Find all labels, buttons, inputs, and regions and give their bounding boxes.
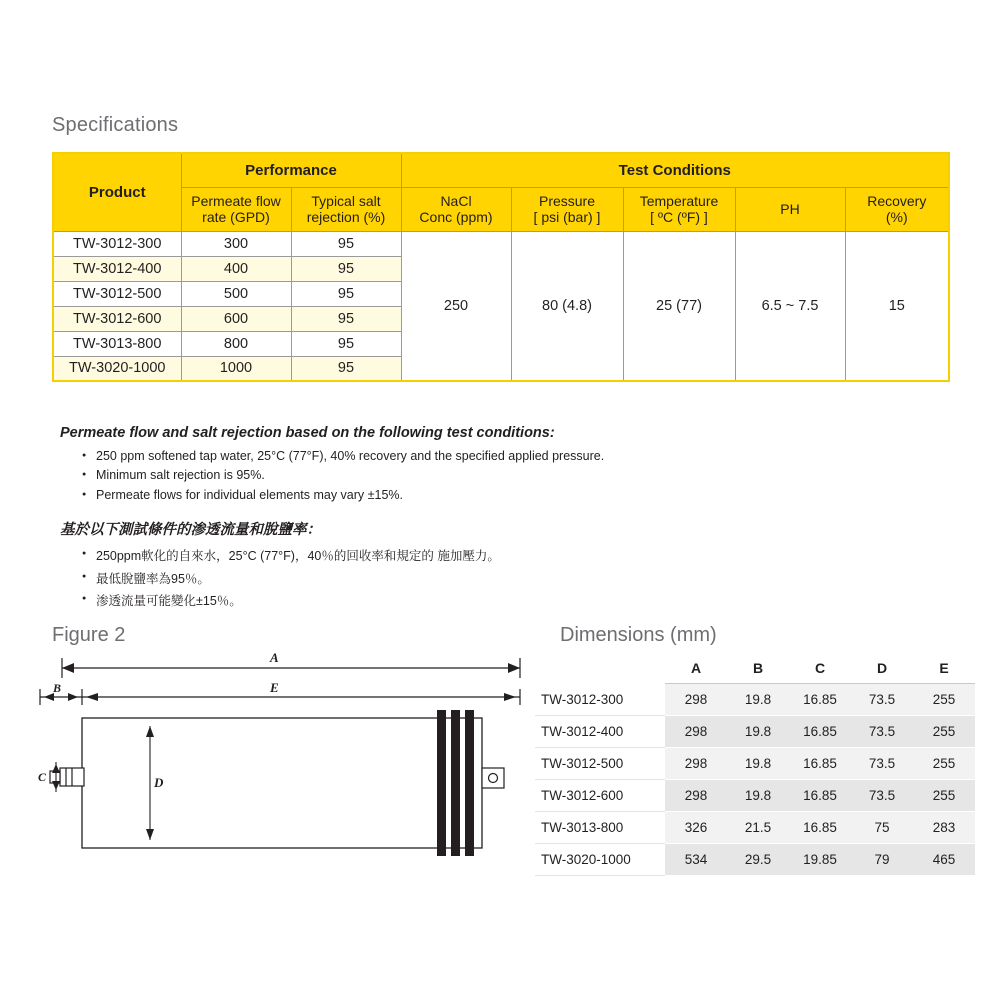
arrow-a-left	[62, 663, 74, 673]
notes-english	[60, 425, 760, 505]
dimensions-value-d: 75	[851, 812, 913, 844]
specifications-heading: Specifications	[52, 114, 179, 136]
spec-salt-rejection: 95	[291, 281, 401, 306]
spec-header-temperature-line2: [ ºC (ºF) ]	[650, 209, 708, 225]
figure-label-e: E	[270, 680, 279, 695]
table-row	[535, 684, 975, 716]
spec-product-name: TW-3013-800	[53, 331, 181, 356]
specifications-table-container	[52, 152, 948, 382]
spec-header-ph: PH	[735, 187, 845, 231]
dimensions-header-row	[535, 652, 975, 684]
dimensions-value-a: 298	[665, 780, 727, 812]
dimensions-value-b: 29.5	[727, 844, 789, 876]
dimensions-value-d: 73.5	[851, 684, 913, 716]
dimensions-product-name: TW-3012-400	[535, 716, 665, 748]
notes-chinese-title: 基於以下測試條件的渗透流量和脫鹽率：	[60, 522, 321, 538]
membrane-diagram	[20, 640, 540, 880]
o-ring-2	[451, 710, 460, 856]
dimensions-product-name: TW-3013-800	[535, 812, 665, 844]
dimensions-value-c: 16.85	[789, 748, 851, 780]
arrow-e-left	[86, 693, 98, 701]
dimensions-table-container	[535, 652, 975, 876]
dimensions-value-b: 19.8	[727, 684, 789, 716]
spec-header-salt-rejection-line1: Typical salt	[311, 192, 381, 209]
spec-product-name: TW-3012-600	[53, 306, 181, 331]
figure-label-d: D	[154, 775, 164, 790]
arrow-a-right	[508, 663, 520, 673]
list-item: ● 渗透流量可能變化±15％。	[82, 590, 760, 613]
dimensions-value-a: 534	[665, 844, 727, 876]
notes-chinese-list	[82, 545, 760, 613]
dimensions-value-c: 16.85	[789, 684, 851, 716]
spec-nacl-value: 250	[401, 231, 511, 381]
dimensions-value-b: 21.5	[727, 812, 789, 844]
spec-header-test-conditions: Test Conditions	[401, 153, 949, 187]
dimensions-heading: Dimensions (mm)	[560, 624, 717, 646]
notes-chinese	[60, 518, 760, 613]
dimensions-value-e: 465	[913, 844, 975, 876]
spec-pressure-value: 80 (4.8)	[511, 231, 623, 381]
dimensions-value-a: 298	[665, 748, 727, 780]
dimensions-header-e: E	[913, 652, 975, 684]
dimensions-value-b: 19.8	[727, 716, 789, 748]
dimensions-product-name: TW-3012-300	[535, 684, 665, 716]
dimensions-value-c: 16.85	[789, 716, 851, 748]
dimensions-value-d: 73.5	[851, 780, 913, 812]
spec-header-pressure-line1: Pressure	[538, 192, 596, 209]
spec-header-temperature	[623, 187, 735, 231]
spec-header-nacl-line1: NaCl	[440, 192, 472, 209]
dimensions-header-a: A	[665, 652, 727, 684]
spec-permeate-flow: 400	[181, 256, 291, 281]
dimensions-value-a: 298	[665, 684, 727, 716]
figure-label-a: A	[270, 650, 279, 665]
dimension-line-e	[82, 689, 520, 705]
spec-temperature-value: 25 (77)	[623, 231, 735, 381]
dimensions-header-b: B	[727, 652, 789, 684]
table-row	[535, 844, 975, 876]
dimension-line-a	[62, 658, 520, 678]
membrane-right-hole	[489, 774, 498, 783]
spec-header-pressure-line2: [ psi (bar) ]	[533, 209, 601, 225]
dimensions-header-blank	[535, 652, 665, 684]
spec-permeate-flow: 500	[181, 281, 291, 306]
spec-header-recovery-line1: Recovery	[867, 192, 927, 209]
table-row	[535, 780, 975, 812]
spec-permeate-flow: 1000	[181, 356, 291, 381]
dimensions-value-e: 255	[913, 684, 975, 716]
spec-permeate-flow: 300	[181, 231, 291, 256]
spec-salt-rejection: 95	[291, 256, 401, 281]
dimensions-table	[535, 652, 975, 876]
o-ring-3	[465, 710, 474, 856]
spec-salt-rejection: 95	[291, 356, 401, 381]
arrow-c-bottom	[52, 781, 60, 790]
dimensions-header-c: C	[789, 652, 851, 684]
spec-header-permeate-flow-line1: Permeate flow	[191, 192, 281, 209]
dimensions-value-b: 19.8	[727, 780, 789, 812]
notes-english-list	[82, 447, 760, 505]
list-item: ● 250ppm軟化的自來水，25°C (77°F)，40％的回收率和規定的 施加壓力。	[82, 545, 760, 568]
arrow-b-right	[68, 693, 78, 701]
table-row	[535, 748, 975, 780]
spec-product-name: TW-3012-400	[53, 256, 181, 281]
table-row	[535, 716, 975, 748]
dimensions-product-name: TW-3012-600	[535, 780, 665, 812]
dimensions-product-name: TW-3020-1000	[535, 844, 665, 876]
spec-header-salt-rejection	[291, 187, 401, 231]
spec-header-nacl-line2: Conc (ppm)	[419, 209, 493, 225]
spec-header-nacl	[401, 187, 511, 231]
table-row	[53, 231, 949, 256]
figure-label-c: C	[38, 770, 47, 784]
spec-header-performance: Performance	[181, 153, 401, 187]
dimensions-header-d: D	[851, 652, 913, 684]
o-ring-1	[437, 710, 446, 856]
dimensions-value-d: 79	[851, 844, 913, 876]
spec-header-recovery	[845, 187, 949, 231]
spec-header-salt-rejection-line2: rejection (%)	[306, 209, 386, 225]
spec-header-permeate-flow-line2: rate (GPD)	[202, 209, 270, 225]
spec-group-header-row	[53, 153, 949, 187]
specifications-table	[52, 152, 950, 382]
list-item: ● 250 ppm softened tap water, 25°C (77°F), 40% recovery and the specified applied pressure.	[82, 447, 760, 466]
figure-label-b: B	[53, 681, 62, 695]
arrow-c-top	[52, 764, 60, 773]
membrane-diagram-svg	[20, 640, 540, 880]
table-row	[535, 812, 975, 844]
dimensions-value-c: 19.85	[789, 844, 851, 876]
spec-salt-rejection: 95	[291, 306, 401, 331]
dimensions-product-name: TW-3012-500	[535, 748, 665, 780]
membrane-body	[82, 718, 482, 848]
spec-product-name: TW-3012-300	[53, 231, 181, 256]
dimensions-value-c: 16.85	[789, 780, 851, 812]
list-item: ● 最低脫鹽率為95％。	[82, 568, 760, 591]
dimensions-value-e: 255	[913, 748, 975, 780]
dimensions-value-d: 73.5	[851, 716, 913, 748]
spec-salt-rejection: 95	[291, 331, 401, 356]
dimensions-value-e: 255	[913, 780, 975, 812]
spec-recovery-value: 15	[845, 231, 949, 381]
spec-header-pressure	[511, 187, 623, 231]
spec-header-recovery-line2: (%)	[885, 209, 908, 225]
spec-header-permeate-flow	[181, 187, 291, 231]
spec-header-temperature-line1: Temperature	[639, 192, 719, 209]
spec-product-name: TW-3020-1000	[53, 356, 181, 381]
notes-english-title: Permeate flow and salt rejection based on the following test conditions:	[60, 425, 555, 441]
arrow-e-right	[504, 693, 516, 701]
spec-ph-value: 6.5 ~ 7.5	[735, 231, 845, 381]
spec-salt-rejection: 95	[291, 231, 401, 256]
spec-permeate-flow: 800	[181, 331, 291, 356]
spec-subheader-row	[53, 187, 949, 231]
list-item: ● Permeate flows for individual elements may vary ±15%.	[82, 486, 760, 505]
dimensions-value-b: 19.8	[727, 748, 789, 780]
list-item: ● Minimum salt rejection is 95%.	[82, 466, 760, 485]
dimensions-value-e: 255	[913, 716, 975, 748]
figure-heading: Figure 2	[52, 624, 126, 646]
dimensions-value-c: 16.85	[789, 812, 851, 844]
spec-header-product: Product	[53, 153, 181, 231]
dimensions-value-e: 283	[913, 812, 975, 844]
dimensions-value-a: 326	[665, 812, 727, 844]
spec-permeate-flow: 600	[181, 306, 291, 331]
spec-product-name: TW-3012-500	[53, 281, 181, 306]
dimensions-value-a: 298	[665, 716, 727, 748]
dimensions-value-d: 73.5	[851, 748, 913, 780]
